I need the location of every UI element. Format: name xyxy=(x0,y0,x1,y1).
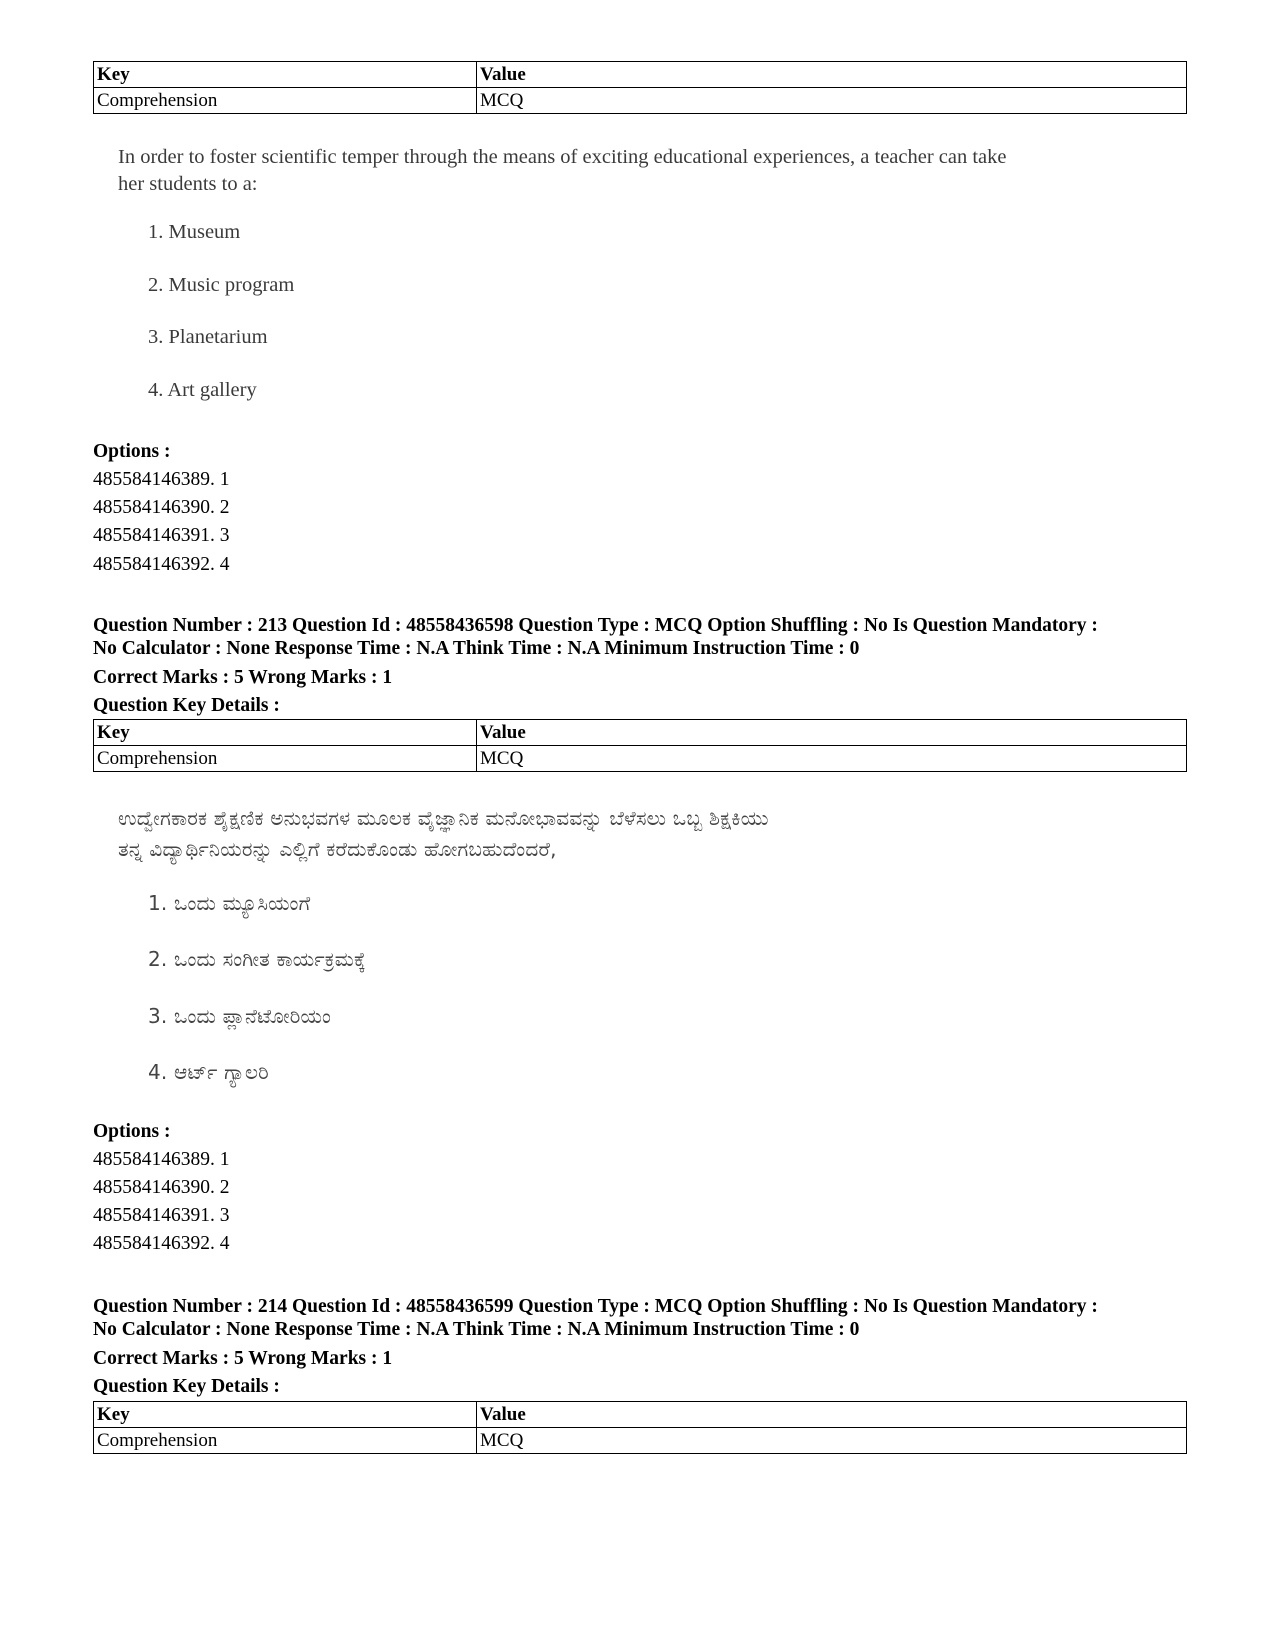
table-header-key: Key xyxy=(94,720,477,746)
question-213-marks: Correct Marks : 5 Wrong Marks : 1 xyxy=(93,667,393,688)
table-row xyxy=(94,746,1187,772)
table-header-row xyxy=(94,1402,1187,1428)
question-214-key-details-label: Question Key Details : xyxy=(93,1376,280,1397)
question-stem-line-1: In order to foster scientific temper through the means of exciting educational experiences, a teacher can take xyxy=(118,146,1007,168)
table-header-value: Value xyxy=(477,720,1187,746)
key-value-table-2 xyxy=(93,719,1187,772)
table-row xyxy=(94,88,1187,114)
question-stem-line-1: ಉದ್ವೇಗಕಾರಕ ಶೈಕ್ಷಣಿಕ ಅನುಭವಗಳ ಮೂಲಕ ವೈಜ್ಞಾನಿಕ ಮನೋಭಾವವನ್ನು ಬೆಳೆಸಲು ಒಬ್ಬ ಶಿಕ್ಷಕಿಯು xyxy=(118,806,769,830)
option-item-1: 485584146389. 1 xyxy=(93,469,230,490)
table-header-row xyxy=(94,62,1187,88)
key-value-table-3 xyxy=(93,1401,1187,1454)
question-item-3: 3. ಒಂದು ಪ್ಲಾನೆಟೋರಿಯಂ xyxy=(148,1004,332,1028)
question-meta-line-1: Question Number : 214 Question Id : 48558436599 Question Type : MCQ Option Shuffling : No Is Question Mandatory : xyxy=(93,1296,1098,1317)
question-213-meta xyxy=(93,614,1193,660)
question-214-meta xyxy=(93,1295,1193,1341)
question-item-1: 1. ಒಂದು ಮ್ಯೂಸಿಯಂಗೆ xyxy=(148,891,311,915)
table-header-row xyxy=(94,720,1187,746)
table-cell-value: MCQ xyxy=(477,88,1187,114)
options-label: Options : xyxy=(93,1121,171,1142)
table-cell-value: MCQ xyxy=(477,1428,1187,1454)
question-item-2: 2. ಒಂದು ಸಂಗೀತ ಕಾರ್ಯಕ್ರಮಕ್ಕೆ xyxy=(148,947,366,971)
table-header-key: Key xyxy=(94,62,477,88)
table-cell-value: MCQ xyxy=(477,746,1187,772)
question-item-3: 3. Planetarium xyxy=(148,326,268,348)
table-row xyxy=(94,1428,1187,1454)
key-value-table-1 xyxy=(93,61,1187,114)
table-cell-key: Comprehension xyxy=(94,88,477,114)
option-item-3: 485584146391. 3 xyxy=(93,525,230,546)
question-image-english xyxy=(118,144,1158,414)
question-image-kannada xyxy=(118,805,1158,1095)
question-stem-line-2: her students to a: xyxy=(118,173,258,195)
question-meta-line-2: No Calculator : None Response Time : N.A Think Time : N.A Minimum Instruction Time : 0 xyxy=(93,1319,860,1340)
question-item-4: 4. Art gallery xyxy=(148,379,257,401)
question-item-4: 4. ಆರ್ಟ್ ಗ್ಯಾಲರಿ xyxy=(148,1060,269,1084)
table-cell-key: Comprehension xyxy=(94,746,477,772)
table-header-value: Value xyxy=(477,1402,1187,1428)
option-item-2: 485584146390. 2 xyxy=(93,497,230,518)
options-label: Options : xyxy=(93,441,171,462)
table-header-value: Value xyxy=(477,62,1187,88)
question-meta-line-1: Question Number : 213 Question Id : 48558436598 Question Type : MCQ Option Shuffling : No Is Question Mandatory : xyxy=(93,615,1098,636)
option-item-1: 485584146389. 1 xyxy=(93,1149,230,1170)
table-header-key: Key xyxy=(94,1402,477,1428)
option-item-3: 485584146391. 3 xyxy=(93,1205,230,1226)
question-item-2: 2. Music program xyxy=(148,274,295,296)
option-item-2: 485584146390. 2 xyxy=(93,1177,230,1198)
question-stem-line-2: ತನ್ನ ವಿದ್ಯಾರ್ಥಿನಿಯರನ್ನು ಎಲ್ಲಿಗೆ ಕರೆದುಕೊಂಡು ಹೋಗಬಹುದೆಂದರೆ, xyxy=(118,837,557,861)
question-item-1: 1. Museum xyxy=(148,221,241,243)
question-meta-line-2: No Calculator : None Response Time : N.A Think Time : N.A Minimum Instruction Time : 0 xyxy=(93,638,860,659)
option-item-4: 485584146392. 4 xyxy=(93,554,230,575)
question-213-key-details-label: Question Key Details : xyxy=(93,695,280,716)
question-214-marks: Correct Marks : 5 Wrong Marks : 1 xyxy=(93,1348,393,1369)
table-cell-key: Comprehension xyxy=(94,1428,477,1454)
option-item-4: 485584146392. 4 xyxy=(93,1233,230,1254)
